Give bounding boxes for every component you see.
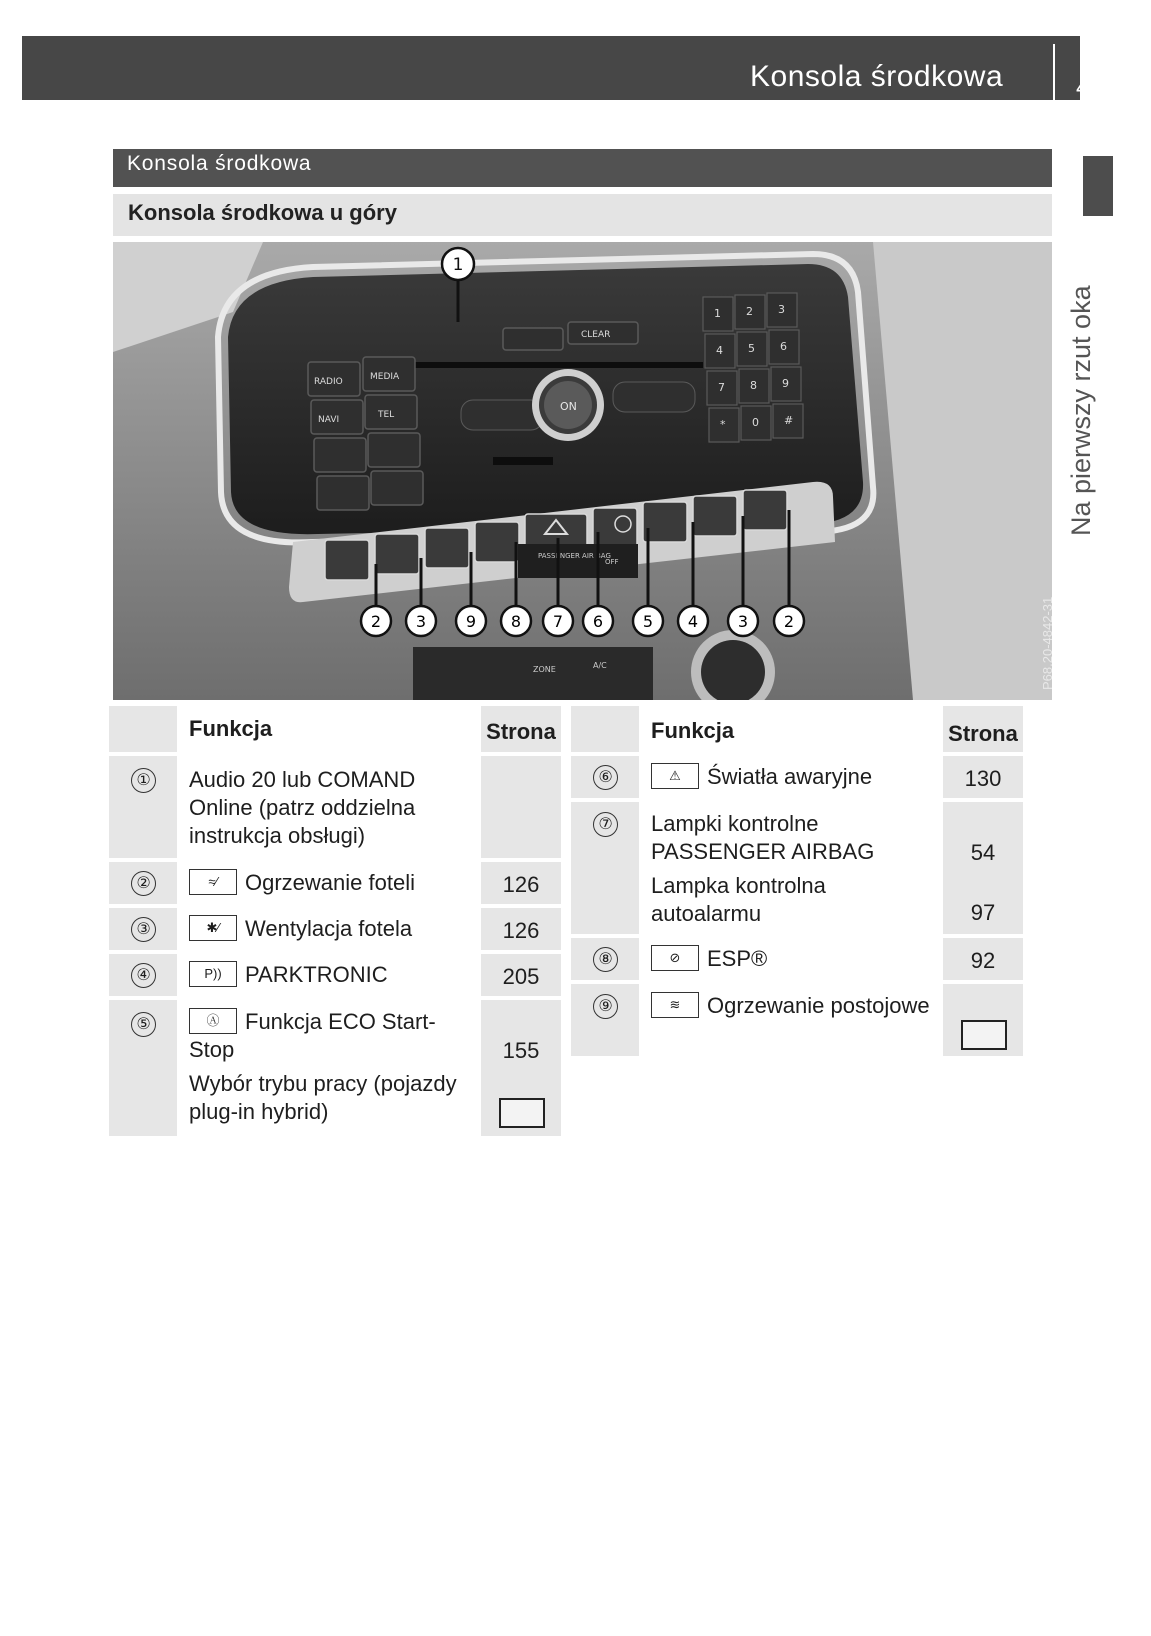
row-number: ⑧: [593, 947, 618, 972]
row-number: ⑨: [593, 994, 618, 1019]
callout-3-left: 3: [415, 612, 427, 631]
right-row8-num-cell: [571, 938, 639, 980]
right-row7-text-cell: [641, 802, 931, 934]
left-row1-page: [481, 756, 561, 858]
page-header-title: Konsola środkowa: [750, 60, 1004, 93]
key-3: 3: [778, 303, 785, 316]
left-row3-page: 126: [481, 908, 561, 950]
callout-8: 8: [510, 612, 522, 631]
key-5: 5: [748, 342, 755, 355]
key-8: 8: [750, 379, 757, 392]
passenger-airbag-label: PASSENGER AIR BAG: [538, 552, 611, 560]
right-row7-page2: 97: [970, 900, 996, 925]
hazard-warning-icon: ⚠: [651, 763, 699, 789]
clear-label: CLEAR: [581, 330, 611, 340]
tel-label: TEL: [378, 410, 395, 420]
book-icon: [961, 1020, 1007, 1050]
seat-heating-icon: ≈⁄: [189, 869, 237, 895]
right-row9-num-cell: [571, 984, 639, 1056]
left-row4-page: 205: [481, 954, 561, 996]
book-icon: [499, 1098, 545, 1128]
key-7: 7: [718, 381, 725, 394]
left-row4-num-cell: [109, 954, 177, 996]
right-row7-page-cell: [943, 802, 1023, 934]
row-number: ④: [131, 963, 156, 988]
right-row8-page: 92: [943, 938, 1023, 980]
right-row9-text-cell: [641, 984, 931, 1056]
right-row7-text2: Lampka kontrolna autoalarmu: [651, 873, 826, 926]
right-header-num-cell: [571, 706, 639, 752]
left-row2-text: Ogrzewanie foteli: [245, 870, 415, 895]
callout-2-left: 2: [370, 612, 382, 631]
console-photo: [113, 242, 1052, 700]
right-function-table: [571, 706, 1023, 1066]
key-0: 0: [752, 416, 759, 429]
left-row4-text-cell: [179, 954, 469, 996]
row-number: ①: [131, 768, 156, 793]
right-header-function: Funkcja: [641, 706, 931, 752]
on-label: ON: [560, 400, 577, 413]
right-row6-text: Światła awaryjne: [707, 764, 873, 789]
right-row6-page: 130: [943, 756, 1023, 798]
left-function-table: [109, 706, 561, 1146]
header-separator: [1053, 44, 1055, 102]
key-1: 1: [714, 307, 721, 320]
side-tab-marker: [1083, 156, 1113, 216]
right-row7-text: Lampki kontrolne PASSENGER AIRBAG: [651, 811, 875, 864]
left-row3-num-cell: [109, 908, 177, 950]
subsection-title: Konsola środkowa u góry: [128, 200, 397, 225]
ac-label: A/C: [593, 661, 607, 670]
right-row8-text: ESP®: [707, 946, 768, 971]
right-row8-text-cell: [641, 938, 931, 980]
left-row5-page-cell: [481, 1000, 561, 1136]
left-row5-page: 155: [502, 1038, 540, 1063]
key-star: *: [720, 418, 726, 431]
key-hash: #: [784, 414, 794, 427]
right-row6-num-cell: [571, 756, 639, 798]
left-row3-text-cell: [179, 908, 469, 950]
section-title: Konsola środkowa: [127, 152, 312, 175]
left-row2-page: 126: [481, 862, 561, 904]
right-row7-page: 54: [970, 840, 996, 865]
seat-ventilation-icon: ✱⁄: [189, 915, 237, 941]
left-header-page: Strona: [481, 706, 561, 752]
row-number: ②: [131, 871, 156, 896]
left-row1-num-cell: [109, 756, 177, 858]
airbag-off-label: OFF: [605, 558, 619, 566]
left-row2-num-cell: [109, 862, 177, 904]
callout-3-right: 3: [737, 612, 749, 631]
right-header-page: Strona: [943, 706, 1023, 752]
left-row5-text: Funkcja ECO Start-Stop: [189, 1009, 436, 1063]
side-tab-text: Na pierwszy rzut oka: [1066, 285, 1096, 536]
right-row9-page-cell: [943, 984, 1023, 1056]
zone-label: ZONE: [533, 665, 556, 674]
auxiliary-heating-icon: ≋: [651, 992, 699, 1018]
left-row5-text2: Wybór trybu pracy (pojazdy plug-in hybrid): [189, 1071, 457, 1125]
row-number: ⑤: [131, 1012, 156, 1037]
left-row2-text-cell: [179, 862, 469, 904]
callout-9: 9: [465, 612, 477, 631]
right-row6-text-cell: [641, 756, 931, 798]
callout-5: 5: [642, 612, 654, 631]
left-row1-text: Audio 20 lub COMAND Online (patrz oddzielna instrukcja obsługi): [179, 756, 469, 858]
key-2: 2: [746, 305, 753, 318]
media-label: MEDIA: [370, 372, 400, 382]
key-9: 9: [782, 377, 789, 390]
key-4: 4: [716, 344, 723, 357]
navi-label: NAVI: [318, 415, 340, 425]
callout-6: 6: [592, 612, 604, 631]
left-row3-text: Wentylacja fotela: [245, 916, 413, 941]
photo-code: P68.20-4842-31: [1040, 596, 1055, 690]
row-number: ③: [131, 917, 156, 942]
console-illustration: [113, 242, 1052, 700]
left-row4-text: PARKTRONIC: [245, 962, 388, 987]
callout-4: 4: [687, 612, 699, 631]
right-row9-text: Ogrzewanie postojowe: [707, 993, 930, 1018]
callout-7: 7: [552, 612, 564, 631]
row-number: ⑦: [593, 812, 618, 837]
radio-label: RADIO: [314, 377, 343, 387]
parktronic-icon: P)): [189, 961, 237, 987]
right-row7-num-cell: [571, 802, 639, 934]
callout-2-right: 2: [783, 612, 795, 631]
row-number: ⑥: [593, 765, 618, 790]
callout-1: 1: [452, 255, 464, 275]
left-row5-text-cell: [179, 1000, 469, 1136]
left-header-function: Funkcja: [179, 706, 469, 752]
left-row5-num-cell: [109, 1000, 177, 1136]
page-number: 43: [1076, 74, 1102, 100]
esp-off-icon: ⊘: [651, 945, 699, 971]
eco-start-stop-icon: Ⓐ: [189, 1008, 237, 1034]
left-header-num-cell: [109, 706, 177, 752]
key-6: 6: [780, 340, 787, 353]
